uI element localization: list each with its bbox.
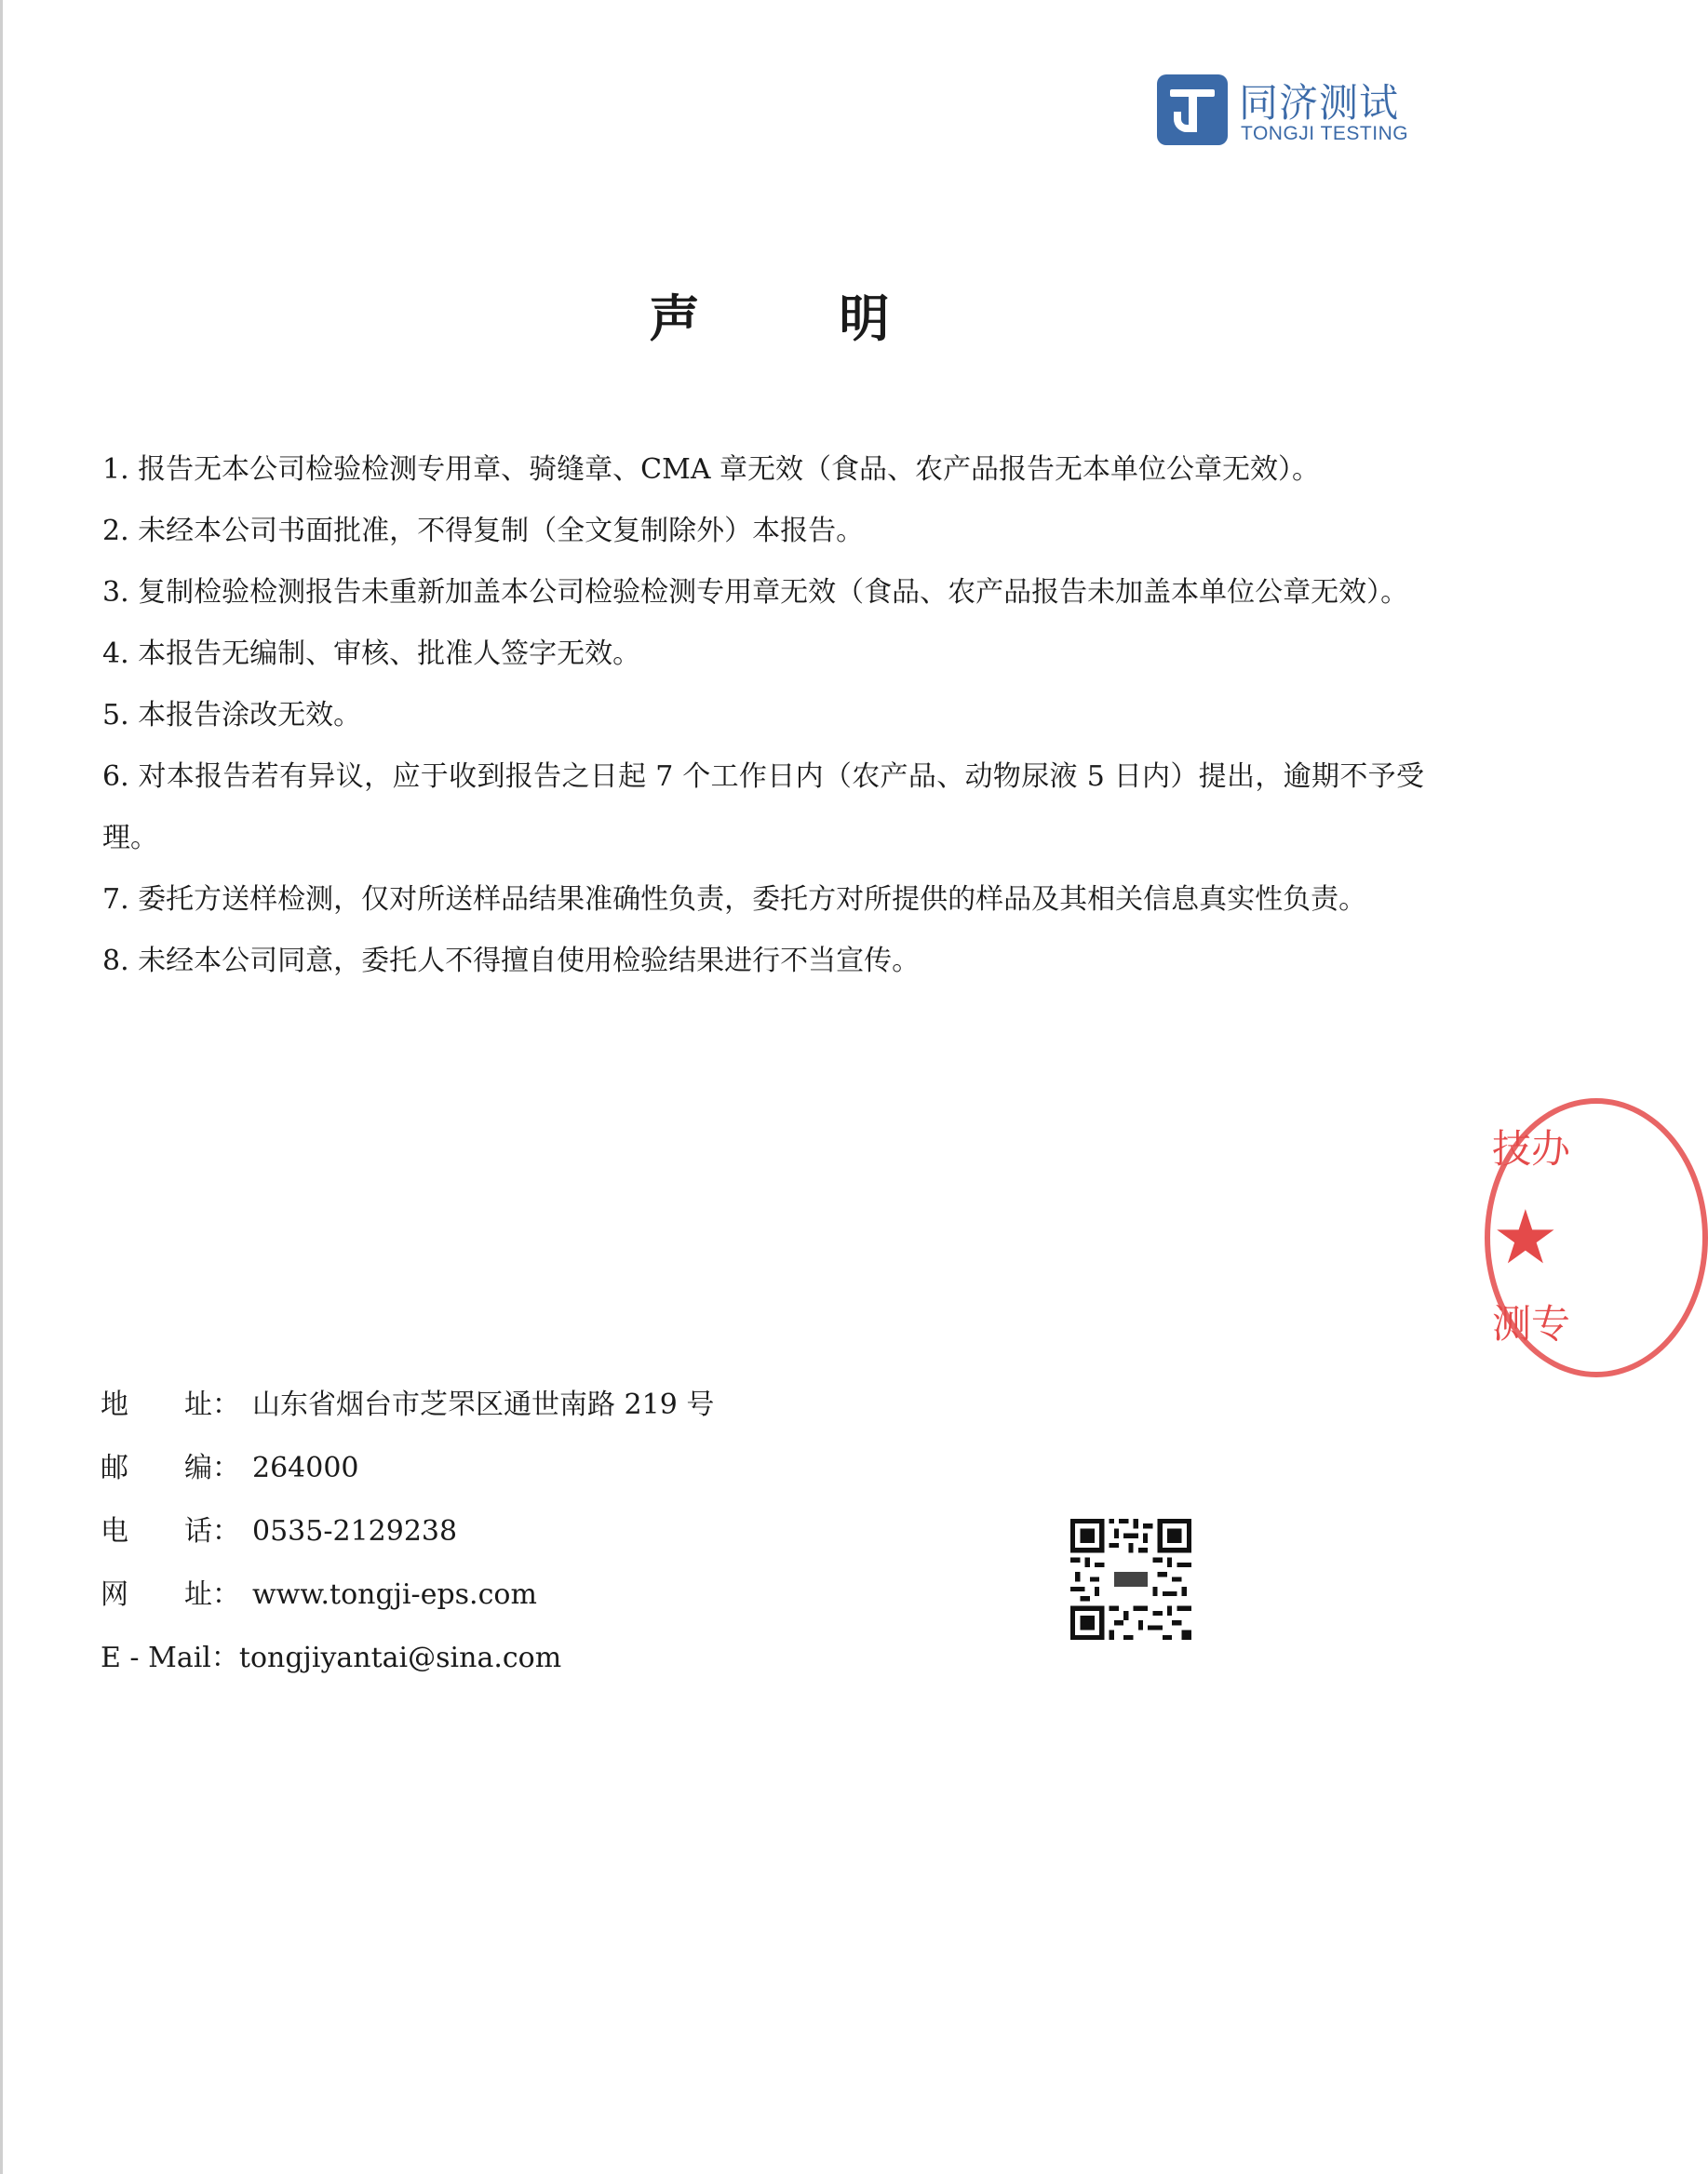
clause-1: 1. 报告无本公司检验检测专用章、骑缝章、CMA 章无效（食品、农产品报告无本单位公章无效）。 <box>102 453 1321 486</box>
phone-label: 电 话： <box>101 1515 240 1548</box>
postcode-row <box>101 1437 714 1500</box>
qr-code-icon <box>1070 1519 1191 1640</box>
red-seal-stamp <box>1485 1098 1596 1387</box>
website-link[interactable]: www.tongji-eps.com <box>252 1578 537 1611</box>
stamp-star-icon: ★ <box>1492 1194 1559 1281</box>
page-title: 声明 <box>649 289 1029 348</box>
clause-4: 4. 本报告无编制、审核、批准人签字无效。 <box>102 637 641 670</box>
clause-3: 3. 复制检验检测报告未重新加盖本公司检验检测专用章无效（食品、农产品报告未加盖本单位公章无效）。 <box>102 576 1409 609</box>
clause-2: 2. 未经本公司书面批准，不得复制（全文复制除外）本报告。 <box>102 515 865 547</box>
logo-name-cn: 同济测试 <box>1239 80 1400 126</box>
declaration-clauses <box>102 439 1424 992</box>
clause-5: 5. 本报告涂改无效。 <box>102 699 362 731</box>
website-label: 网 址： <box>101 1578 240 1611</box>
clause-8: 8. 未经本公司同意，委托人不得擅自使用检验结果进行不当宣传。 <box>102 945 921 977</box>
phone-value: 0535-2129238 <box>252 1515 458 1548</box>
address-label: 地 址： <box>101 1389 240 1421</box>
address-value: 山东省烟台市芝罘区通世南路 219 号 <box>252 1389 715 1421</box>
contact-info <box>101 1374 714 1690</box>
clause-6: 6. 对本报告若有异议，应于收到报告之日起 7 个工作日内（农产品、动物尿液 5 日内）提出，逾期不予受理。 <box>102 760 1424 854</box>
logo-t-icon <box>1157 74 1228 145</box>
postcode-label: 邮 编： <box>101 1452 240 1484</box>
stamp-text-bottom: 测专 <box>1492 1301 1571 1347</box>
company-logo <box>1157 73 1427 147</box>
clause-7: 7. 委托方送样检测，仅对所送样品结果准确性负责，委托方对所提供的样品及其相关信息真实性负责。 <box>102 883 1367 916</box>
address-row <box>101 1374 714 1437</box>
postcode-value: 264000 <box>252 1452 359 1484</box>
logo-name-en: TONGJI TESTING <box>1241 123 1409 144</box>
email-link[interactable]: tongjiyantai@sina.com <box>238 1642 562 1674</box>
stamp-text-top: 技办 <box>1492 1126 1571 1172</box>
email-row <box>101 1627 714 1690</box>
email-label: E - Mail： <box>101 1642 239 1674</box>
phone-row <box>101 1500 714 1563</box>
website-row <box>101 1563 714 1627</box>
